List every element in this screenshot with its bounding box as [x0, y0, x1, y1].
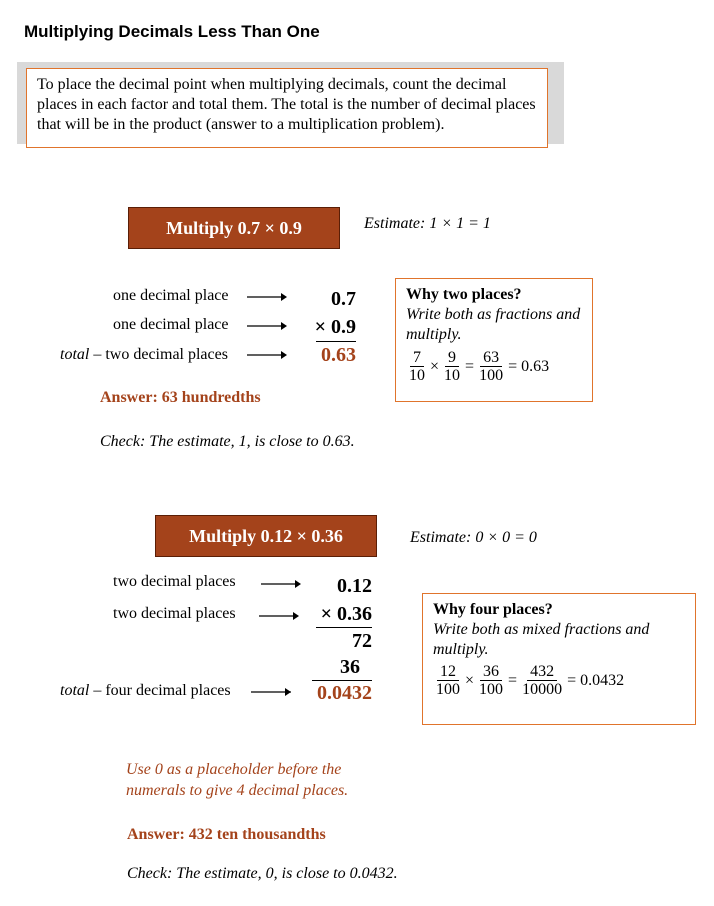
total-word: total: [60, 682, 90, 699]
intro-box: To place the decimal point when multiplying decimals, count the decimal places in each factor and total them. The total is the number of decimal places that will be in the product (answer to a multiplication problem).: [26, 68, 548, 148]
example2-rule-bottom: [312, 680, 372, 681]
fraction: $\frac{63}{100}$: [479, 349, 504, 384]
example1-rule: [316, 341, 356, 342]
example2-note: Use 0 as a placeholder before the numerals to give 4 decimal places.: [126, 761, 349, 799]
fraction: $\frac{12}{100}$: [436, 663, 460, 698]
example1-factor1: 0.7: [331, 288, 356, 310]
why-title: Why four places?: [433, 601, 553, 618]
example2-factor1: 0.12: [337, 575, 372, 597]
example1-answer: Answer: 63 hundredths: [100, 389, 261, 406]
example1-factor2: × 0.9: [314, 316, 356, 338]
example2-label-factor1: two decimal places: [113, 573, 236, 590]
arrow-icon: [247, 292, 287, 302]
total-rest: – two decimal places: [89, 346, 228, 363]
fraction-equation: $\frac{7}{10}$ × $\frac{9}{10}$ = $\frac{63}{100}$ = 0.63: [406, 349, 582, 384]
arrow-icon: [259, 611, 299, 621]
example2-banner: Multiply 0.12 × 0.36: [155, 515, 377, 557]
example2-label-total: [60, 682, 231, 700]
arrow-icon: [247, 350, 287, 360]
example2-label-factor2: two decimal places: [113, 605, 236, 622]
example2-check: Check: The estimate, 0, is close to 0.0432.: [127, 865, 398, 882]
why-text: Write both as fractions and multiply.: [406, 306, 581, 343]
total-rest: – four decimal places: [89, 682, 231, 699]
example2-why-box: [422, 593, 696, 725]
fraction: $\frac{36}{100}$: [479, 663, 504, 698]
arrow-icon: [247, 321, 287, 331]
example2-partial1: 72: [352, 630, 372, 652]
fraction-equation: $\frac{12}{100}$ × $\frac{36}{100}$ = $\frac{432}{10000}$ = 0.0432: [433, 663, 685, 698]
example2-rule-top: [316, 627, 372, 628]
example1-banner: Multiply 0.7 × 0.9: [128, 207, 340, 249]
fraction: $\frac{7}{10}$: [409, 349, 425, 384]
example1-label-factor2: one decimal place: [113, 316, 229, 333]
example2-factor2: × 0.36: [320, 603, 372, 625]
arrow-icon: [251, 687, 291, 697]
example1-check: Check: The estimate, 1, is close to 0.63.: [100, 433, 355, 450]
example1-estimate: Estimate: 1 × 1 = 1: [364, 215, 491, 232]
why-title: Why two places?: [406, 286, 522, 303]
example1-label-total: [60, 346, 228, 364]
example2-estimate: Estimate: 0 × 0 = 0: [410, 529, 537, 546]
why-text: Write both as mixed fractions and multiply.: [433, 621, 650, 658]
page-title: Multiplying Decimals Less Than One: [24, 22, 320, 41]
total-word: total: [60, 346, 90, 363]
example1-product: 0.63: [321, 344, 356, 366]
example1-label-factor1: one decimal place: [113, 287, 229, 304]
example2-answer: Answer: 432 ten thousandths: [127, 826, 326, 843]
arrow-icon: [261, 579, 301, 589]
example2-partial2: 36: [340, 656, 360, 678]
fraction: $\frac{9}{10}$: [444, 349, 461, 384]
fraction: $\frac{432}{10000}$: [522, 663, 563, 698]
example1-why-box: [395, 278, 593, 402]
example2-product: 0.0432: [317, 682, 372, 704]
